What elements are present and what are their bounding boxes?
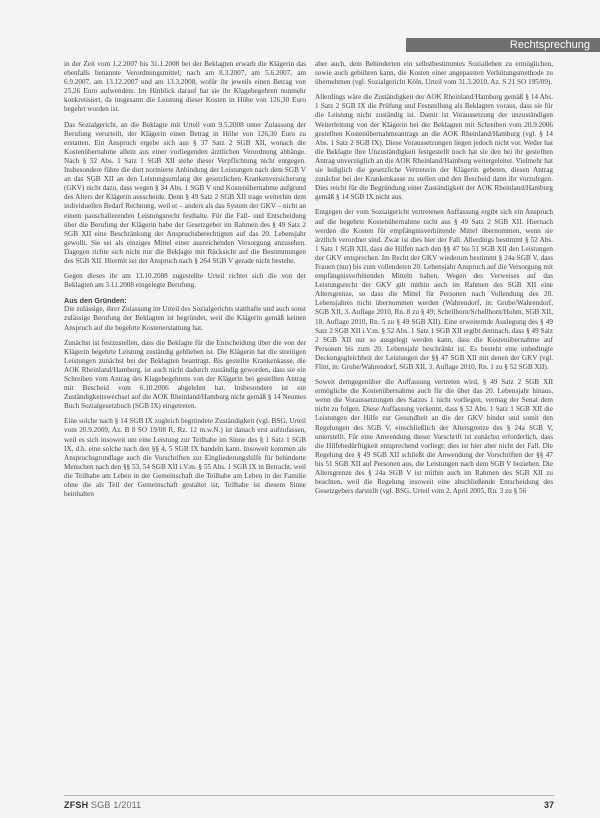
page-number: 37 [543,800,554,810]
journal-name [64,800,141,810]
paragraph: Das Sozialgericht, an die Beklagte mit Urteil vom 9.5.2008 unter Zulassung der Berufung verurteilt, der Klägerin einen Betrag in Höhe von 126,30 Euro zu erstatten. Ein Anspruch ergebe sich aus § 37 Satz 2 SGB XII, wonach die Kostenübernahme allein aus einer vorliegenden ärztlichen Verordnung abhänge. Nach § 52 Abs. 1 Satz 1 SGB XII stehe dieser Verpflichtung nicht entgegen. Insbesondere führe die dort normierte Anbindung der Leistungen nach dem SGB V an das SGB XII an den Leistungsumfang der gesetzlichen Krankenversicherung (GKV) nicht dazu, dass wegen § 34 Abs. 1 SGB V und Kostenübernahme aufgrund des Alters der Klägerin ausscheide. Denn § 49 Satz 2 SGB XII trage weiterhin dem individuellen Bedarf Rechnung, weil er – anders als das System der GKV – nicht an einem pauschalierenden Leistungsrecht festhalte. Für die Fall- und Entscheidung über die Berufung der Klägerin habe der Gesetzgeber im Rahmen des § 49 Satz 2 SGB XII eine Beschränkung der Anspruchsberechtigten auf das 20. Lebensjahr gewollt. Sie sei als einziges Mittel einer ausreichenden Versorgung anzusehen. Dagegen richte sich nicht nur die Beklagte mit Rücksicht auf die Bestimmungen des SGB XII. Hiermit sei der Anspruch nach § 264 SGB V gerade nicht bestehe. [64,120,306,265]
page-header [0,0,600,52]
journal-subtitle: SGB [91,800,111,810]
paragraph: aber auch, dem Behinderten ein selbstbestimmtes Sozialleben zu ermöglichen, sowie auch gebühren kann, die Kosten einer angepassten Verhütungsmethode zu übernehmen (vgl. Sozialgericht Köln, Urteil vom 31.3.2010, Az. S 21 SO 195/09). [315,60,553,87]
footer-divider [64,795,554,796]
paragraph: Zunächst ist festzustellen, dass die Beklagte für die Entscheidung über die von der Klägerin begehrte Leistung zuständig geblieben ist. Die Klägerin hat die streitigen Leistungen zunächst bei der Beklagten beantragt. Bis gestellte Krankenkasse, die AOK Rheinland/Hamburg, ist auch nicht dadurch zuständig geworden, dass sie ein Schreiben vom Antrag des Klagebegehrens von der Klägerin bei gestellten Antrag mit Bescheid vom 6.10.2006 abgelehnt hat. Insbesondere ist ein Zuständigkeitswechsel auf die AOK Rheinland/Hamburg nicht gemäß § 14 Neuntes Buch Sozialgesetzbuch (SGB IX) eingetreten. [64,338,306,411]
paragraph: in der Zeit vom 1.2.2007 bis 31.1.2008 bei der Beklagten erwarb die Klägerin das ebenfalls benannte Verordnungsmittel; nach am 8.3.2007, am 5.6.2007, am 6.9.2007, am 13.12.2007 und am 13.3.2008, wofür ihr jeweils einen Betrag von 25,26 Euro aufwendete. Im Hinblick darauf hat sie ihr Klagebegehren nunmehr konkretisiert, da insgesamt die Leistung dieser Kosten in Höhe von 126,30 Euro begehrt worden ist. [64,60,306,114]
section-header: Rechtsprechung [406,38,600,52]
paragraph: Soweit demgegenüber die Auffassung vertreten wird, § 49 Satz 2 SGB XII ermögliche die Kostenübernahme auch für die über das 20. Lebensjahr hinaus, wenn die Voraussetzungen des Satzes 1 nicht vorliegen, vermag der Senat dem nicht zu folgen. Diese Auffassung verkennt, dass § 52 Abs. 1 Satz 1 SGB XII die Leistungen der Hilfe zur Gesundheit an die der GKV bindet und somit den Regelungen des SGB V, einschließlich der Altersgrenze des § 24a SGB V, unterstellt. Für eine Anwendung dieser Vorschrift ist zunächst erforderlich, dass die Hilfebedürftigkeit entsprechend vorliegt; dies ist hier aber nicht der Fall. Die Regelung des § 49 SGB XII schließt die Anwendung der Vorschriften der §§ 47 bis 51 SGB XII auf Personen aus, die Leistungen nach dem SGB V beziehen. Die Altersgrenze des § 24a SGB V ist mithin auch im Rahmen des SGB XII zu beachten, weil die Regelung insoweit eine abschließende Entscheidung des Gesetzgebers darstellt (vgl. BSG, Urteil vom 2. April 2005, Rn. 3 zu § 56 [315,378,553,496]
paragraph: Entgegen der vom Sozialgericht vertretenen Auffassung ergibt sich ein Anspruch auf die begehrte Kostenübernahme nicht aus § 49 Satz 2 SGB XII. Hiernach werden die Kosten für empfängnisverhütende Mittel übernommen, wenn sie ärztlich verordnet sind. Zwar ist dies hier der Fall. Allerdings bestimmt § 52 Abs. 1 Satz 1 SGB XII, dass die Hilfen nach den §§ 47 bis 51 SGB XII den Leistungen der GKV entsprechen. Im Recht der GKV wiederum bestimmt § 24a SGB V, dass Frauen (nur) bis zum vollendeten 20. Lebensjahr Anspruch auf die Versorgung mit empfängnisverhütenden Mitteln haben. Wegen des Verweises auf das Leistungsrecht der GKV gilt mithin auch im Rahmen des SGB XII eine Altersgrenze, so dass die Mittel für Personen nach Vollendung des 20. Lebensjahres nicht übernommen werden (Wahrendorf, in: Grube/Wahrendorf, SGB XII, 3. Auflage 2010, Rn. 8 zu § 49; Schellhorn/Schellhorn/Hohm, SGB XII, 18. Auflage 2010, Rn. 5 zu § 49 SGB XII). Eine erweiternde Auslegung des § 49 Satz 2 SGB XII i.V.m. § 52 Abs. 1 Satz 1 SGB XII ergibt demnach, dass § 49 Satz 2 SGB XII nur so ausgelegt werden kann, dass die Kostenübernahme auf Personen bis zum 20. Lebensjahr beschränkt ist. Es besteht eine unbedingte Deckungsgleichheit der Leistungen der §§ 47 SGB XII mit denen der GKV (vgl. Flint, in: Grube/Wahrendorf, SGB XII, 3. Auflage 2010, Rn. 1 zu § 52 SGB XII). [315,208,553,371]
left-column [64,60,306,505]
paragraph: Gegen dieses ihr am 13.10.2008 zugestellte Urteil richtet sich die von der Beklagten am 3.11.2008 eingelegte Berufung. [64,272,306,290]
paragraph: Allerdings wäre die Zuständigkeit der AOK Rheinland/Hamburg gemäß § 14 Abs. 1 Satz 2 SGB IX die Prüfung und Feststellung als Beklagten voraus, dass sie für die Leistung nicht zuständig ist. Damit ist Voraussetzung der unzuständigen Weiterleitung von der Klägerin bei der Beklagten mit Schreiben vom 20.9.2006 gestellten Kostenübernahmeantrags an die AOK Rheinland/Hamburg (vgl. § 14 Abs. 1 Satz 2 SGB IX). Diese Voraussetzungen liegen jedoch nicht vor. Weder hat die Beklagte ihre Unzuständigkeit festgestellt noch hat sie den bei ihr gestellten Antrag unverzüglich an die AOK Rheinland/Hamburg weitergeleitet. Vielmehr hat sie lediglich die gesetzliche Vertreterin der Klägerin gebeten, diesen Antrag zunächst bei der Krankenkasse zu stellen und den Bescheid dann ihr vorzulegen. Dies reicht für die Begründung einer Zuständigkeit der AOK Rheinland/Hamburg gemäß § 14 SGB IX nicht aus. [315,93,553,202]
paragraph: Eine solche nach § 14 SGB IX zugleich begründete Zuständigkeit (vgl. BSG, Urteil vom 20.9.2009, Az. B 8 SO 19/08 R, Rz. 12 m.w.N.) ist danach erst aufzufassen, weil es sich insoweit um eine Leistung zur Teilhabe im Sinne des § 1 Satz 1 SGB IX, d.h. eine solche nach den §§ 4, 5 SGB IX handeln kann. Insoweit kommen als Anspruchsgrundlage auch die Vorschriften zur Eingliederungshilfe für behinderte Menschen nach den §§ 53, 54 SGB XII i.V.m. § 55 Abs. 1 SGB IX in Betracht, weil die Teilhabe am Leben in der Gemeinschaft die Teilhabe am Leben in der Familie ohne die als Teil der Gemeinschaft gestaltet ist; Teilhabe ist diesem Sinne beinhalten [64,417,306,499]
page-footer [0,788,600,818]
right-column [315,60,553,502]
journal-issue: 1/2011 [113,800,142,810]
journal-abbrev: ZFSH [64,800,89,810]
section-heading: Aus den Gründen: [64,296,127,306]
paragraph: Die zulässige, ihrer Zulassung im Urteil des Sozialgerichts statthafte und auch sonst zulässige Berufung der Beklagten ist begründet, weil die Klägerin gemäß keinen Anspruch auf die begehrte Kostenerstattung hat. [64,305,306,332]
